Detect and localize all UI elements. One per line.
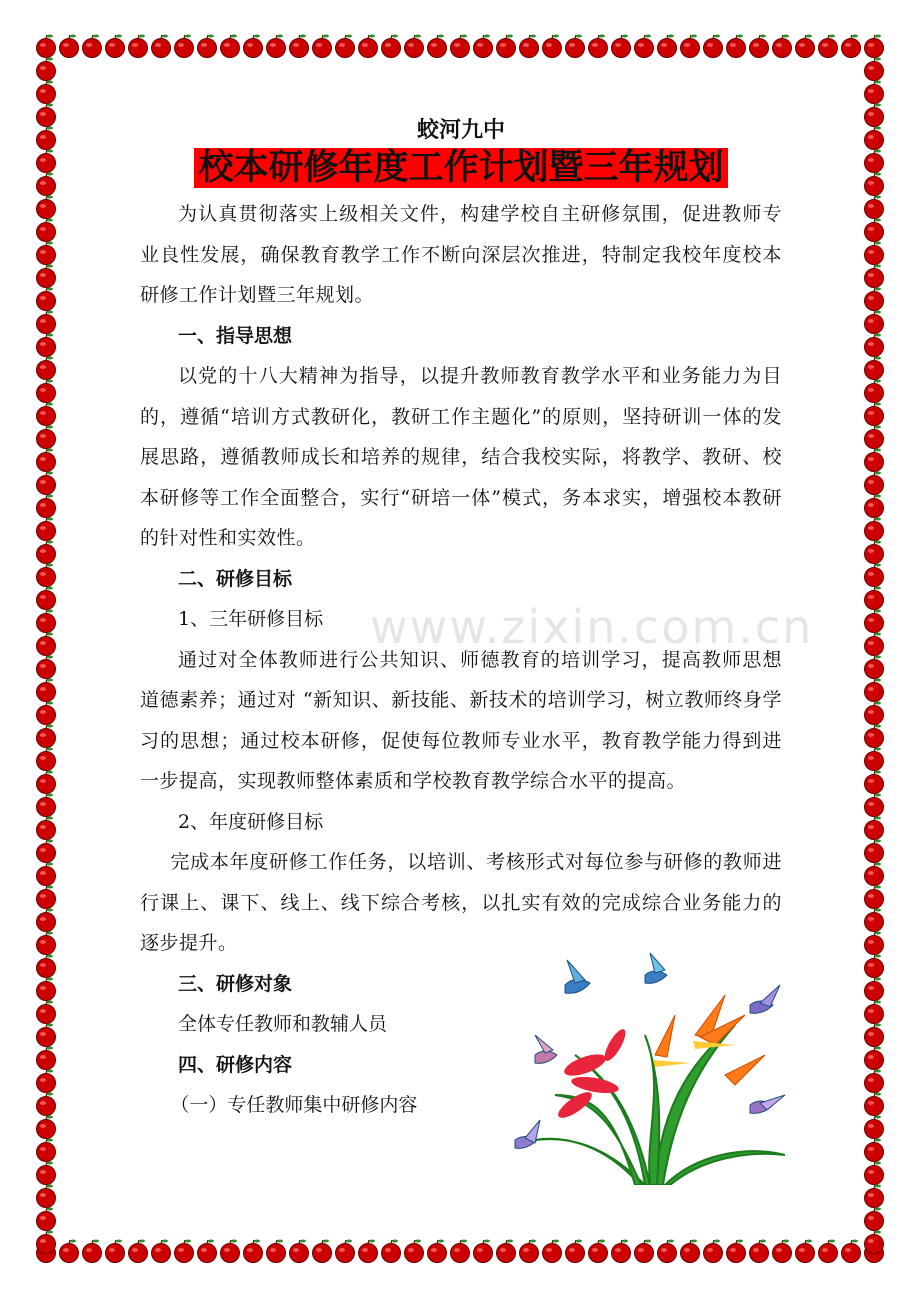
border-apple [865,104,884,127]
border-apple [175,35,194,58]
border-apple [37,104,56,127]
border-apple [543,1240,562,1263]
border-apple [290,35,309,58]
border-apple [819,35,838,58]
border-apple [635,1240,654,1263]
border-apple [267,1240,286,1263]
border-apple [37,1185,56,1208]
border-apple [865,150,884,173]
border-apple [681,35,700,58]
border-apple [865,495,884,518]
document-title: 校本研修年度工作计划暨三年规划 [194,148,727,188]
border-apple [221,35,240,58]
border-apple [37,1024,56,1047]
border-apple [37,840,56,863]
border-apple [359,35,378,58]
border-apple [865,610,884,633]
border-apple [37,35,56,58]
border-apple [865,1116,884,1139]
section-text-2a: 通过对全体教师进行公共知识、师德教育的培训学习，提高教师思想道德素养；通过对 “新知识、新技能、新技术的培训学习，树立教师终身学习的思想；通过校本研修，促使每位教师专业水平，教育教学能力得到进一步提高，实现教师整体素质和学校教育教学综合水平的提高。 [140,648,782,792]
subheading-annual: 2、年度研修目标 [178,810,324,833]
border-apple [658,35,677,58]
border-apple [842,35,861,58]
border-apple [865,58,884,81]
border-apple [865,173,884,196]
border-apple [865,955,884,978]
section-heading-4: 四、研修内容 [178,1053,293,1076]
border-apple [451,35,470,58]
border-apple [865,656,884,679]
border-apple [37,817,56,840]
border-apple [37,449,56,472]
border-apple [37,564,56,587]
border-apple [865,587,884,610]
border-apple [865,265,884,288]
border-apple [704,1240,723,1263]
border-apple [37,909,56,932]
border-apple [129,35,148,58]
border-apple [566,1240,585,1263]
border-apple [842,1240,861,1263]
border-apple [543,35,562,58]
border-apple [865,1231,884,1254]
border-apple [37,748,56,771]
intro-paragraph: 为认真贯彻落实上级相关文件，构建学校自主研修氛围，促进教师专业良性发展，确保教育教学工作不断向深层次推进，特制定我校年度校本研修工作计划暨三年规划。 [140,203,782,306]
border-apple [865,426,884,449]
border-apple [405,1240,424,1263]
border-apple [83,1240,102,1263]
border-apple [428,35,447,58]
border-apple [566,35,585,58]
border-apple [865,127,884,150]
border-apple [37,1162,56,1185]
section-heading-3: 三、研修对象 [178,972,293,995]
border-apple [865,81,884,104]
border-apple [37,794,56,817]
border-apple [865,541,884,564]
border-apple [37,265,56,288]
border-apple [865,679,884,702]
border-apple [589,1240,608,1263]
border-apple [382,35,401,58]
border-apple [382,1240,401,1263]
border-apple [865,886,884,909]
border-apple [290,1240,309,1263]
border-apple [865,909,884,932]
border-apple [336,1240,355,1263]
section-heading-2: 二、研修目标 [178,567,293,590]
border-apple [37,1139,56,1162]
border-apple [313,1240,332,1263]
border-apple [865,1139,884,1162]
border-apple [865,334,884,357]
border-apple [865,932,884,955]
border-apple [865,35,884,58]
border-apple [865,794,884,817]
border-apple [37,932,56,955]
border-apple [428,1240,447,1263]
border-apple [37,311,56,334]
border-apple [865,1185,884,1208]
border-apple [267,35,286,58]
border-apple [37,81,56,104]
subheading-teacher-content: （一）专任教师集中研修内容 [170,1094,418,1116]
border-apple [37,380,56,403]
border-apple [37,1001,56,1024]
border-apple [865,564,884,587]
border-apple [37,725,56,748]
border-apple [474,35,493,58]
border-apple [773,1240,792,1263]
border-apple [359,1240,378,1263]
border-apple [37,1047,56,1070]
section-text-2b: 完成本年度研修工作任务，以培训、考核形式对每位参与研修的教师进行课上、课下、线上、线下综合考核，以扎实有效的完成综合业务能力的逐步提升。 [140,851,782,954]
border-apple [865,219,884,242]
border-apple [819,1240,838,1263]
border-apple [37,196,56,219]
border-apple [773,35,792,58]
border-apple [612,1240,631,1263]
border-apple [865,1047,884,1070]
border-apple [520,35,539,58]
border-apple [37,633,56,656]
section-text-3: 全体专任教师和教辅人员 [178,1013,388,1035]
border-apple [865,748,884,771]
border-apple [589,35,608,58]
border-apple [37,1208,56,1231]
border-apple [198,1240,217,1263]
border-apple [865,1001,884,1024]
border-apple [37,357,56,380]
border-apple [106,35,125,58]
border-apple [244,1240,263,1263]
border-apple [37,541,56,564]
border-apple [865,311,884,334]
border-apple [796,35,815,58]
border-apple [474,1240,493,1263]
border-apple [37,702,56,725]
border-apple [865,633,884,656]
border-apple [405,35,424,58]
border-apple [865,840,884,863]
border-apple [37,150,56,173]
border-apple [865,288,884,311]
border-apple [865,357,884,380]
border-apple [37,334,56,357]
border-apple [865,771,884,794]
border-apple [37,863,56,886]
border-apple [129,1240,148,1263]
border-apple [37,242,56,265]
border-apple [865,242,884,265]
border-apple [635,35,654,58]
border-apple [497,35,516,58]
border-apple [37,173,56,196]
border-apple [865,1024,884,1047]
border-apple [37,58,56,81]
border-apple [37,771,56,794]
border-apple [175,1240,194,1263]
border-apple [37,518,56,541]
border-apple [37,587,56,610]
border-apple [658,1240,677,1263]
border-apple [865,725,884,748]
border-apple [865,403,884,426]
border-apple [520,1240,539,1263]
border-apple [37,472,56,495]
section-heading-1: 一、指导思想 [178,324,293,347]
border-apple [865,1093,884,1116]
border-apple [612,35,631,58]
watermark: www.zixin.com.cn [370,600,814,654]
border-apple [37,610,56,633]
border-apple [497,1240,516,1263]
border-apple [727,35,746,58]
border-apple [681,1240,700,1263]
border-apple [152,35,171,58]
subheading-three-year: 1、三年研修目标 [178,608,324,630]
border-apple [37,219,56,242]
border-apple [865,1208,884,1231]
border-apple [336,35,355,58]
border-apple [865,1162,884,1185]
border-apple [704,35,723,58]
border-apple [865,449,884,472]
school-name: 蛟河九中 [416,118,505,143]
border-apple [796,1240,815,1263]
border-apple [198,35,217,58]
border-apple [750,35,769,58]
border-apple [37,1070,56,1093]
border-apple [727,1240,746,1263]
flower-hummingbird-icon [495,945,815,1185]
border-apple [106,1240,125,1263]
border-apple [244,35,263,58]
border-apple [37,656,56,679]
border-apple [221,1240,240,1263]
border-apple [865,863,884,886]
border-apple [865,380,884,403]
border-apple [37,886,56,909]
border-apple [865,978,884,1001]
border-apple [37,426,56,449]
border-apple [37,978,56,1001]
border-apple [313,35,332,58]
border-apple [83,35,102,58]
border-apple [37,679,56,702]
border-apple [60,1240,79,1263]
border-apple [451,1240,470,1263]
border-apple [865,817,884,840]
border-apple [865,518,884,541]
border-apple [865,1070,884,1093]
border-apple [37,1093,56,1116]
border-apple [37,955,56,978]
border-apple [865,196,884,219]
border-apple [865,472,884,495]
border-apple [37,1116,56,1139]
border-apple [60,35,79,58]
border-apple [37,495,56,518]
border-apple [865,702,884,725]
border-apple [37,127,56,150]
border-apple [750,1240,769,1263]
border-apple [37,288,56,311]
border-apple [37,403,56,426]
section-text-1: 以党的十八大精神为指导，以提升教师教育教学水平和业务能力为目的，遵循“培训方式教研化，教研工作主题化”的原则，坚持研训一体的发展思路，遵循教师成长和培养的规律，结合我校实际，将教学、教研、校本研修等工作全面整合，实行“研培一体”模式，务本求实，增强校本教研的针对性和实效性。 [140,365,782,549]
border-apple [152,1240,171,1263]
border-apple [37,1231,56,1254]
